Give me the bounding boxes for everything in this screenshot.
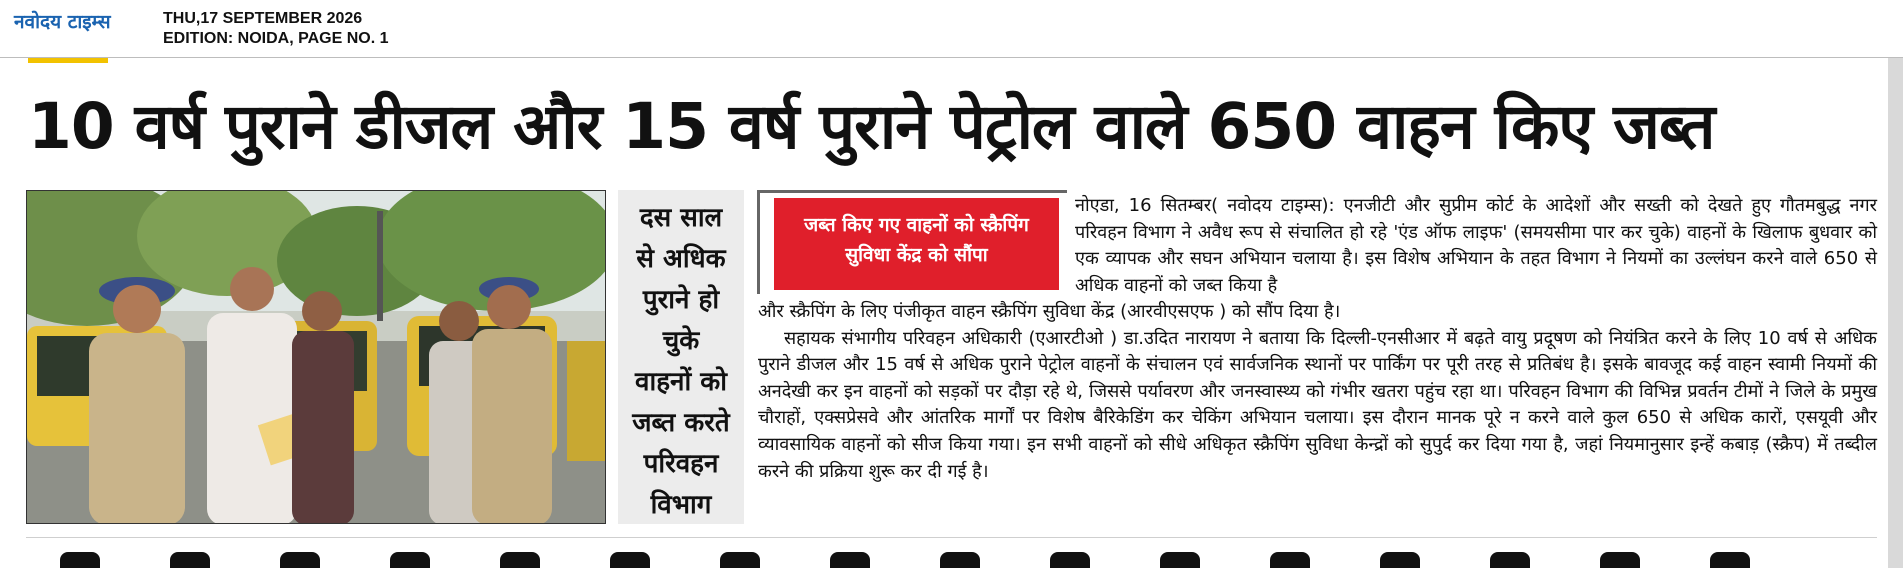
sidebar-subheading [618,190,744,524]
article-headline: 10 वर्ष पुराने डीजल और 15 वर्ष पुराने पेट्रोल वाले 650 वाहन किए जब्त [28,90,1715,163]
subhead-line: विभाग [650,490,712,520]
section-divider [26,537,1877,538]
callout-box [774,198,1059,290]
subhead-line: पुराने हो [642,285,720,315]
paragraph-1-end: और स्क्रैपिंग के लिए पंजीकृत वाहन स्क्रैपिंग सुविधा केंद्र (आरवीएसएफ ) को सौंप दिया है। [758,301,1341,322]
subhead-line: जब्त करते [632,408,730,438]
callout-line: जब्त किए गए वाहनों को स्क्रैपिंग [804,214,1029,236]
subhead-line: दस साल [639,203,723,233]
top-bar [0,0,1903,58]
paragraph-2-text: सहायक संभागीय परिवहन अधिकारी (एआरटीओ ) डा.उदित नारायण ने बताया कि दिल्ली-एनसीआर में बढ़ते वायु प्रदूषण को नियंत्रित करने के लिए 10 वर्ष से अधिक पुराने डीजल और 15 वर्ष से अधिक पुराने पेट्रोल वाहनों के संचालन एवं सार्वजनिक स्थानों पर पार्किंग पर पूरी तरह से प्रतिबंध है। इसके बावजूद कई वाहन स्वामी नियमों की अनदेखी कर इन वाहनों को सड़कों पर दौड़ा रहे थे, जिससे पर्यावरण और जनस्वास्थ्य को गंभीर खतरा पहुंच रहा था। परिवहन विभाग की विभिन्न प्रवर्तन टीमों ने जिले के प्रमुख चौराहों, एक्सप्रेसवे और आंतरिक मार्गों पर विशेष बैरिकेडिंग कर चेकिंग अभियान चलाया। इस दौरान मानक पूरे न करने वाले कुल 650 से अधिक कारों, एसयूवी और व्यावसायिक वाहनों को सीज किया गया। इन सभी वाहनों को सीधे अधिकृत स्क्रैपिंग सुविधा केन्द्रों को सुपुर्द कर दिया गया है, जहां नियमानुसार इन्हें कबाड़ (स्क्रैप) में तब्दील करने की प्रक्रिया शुरू कर दी गई है। [758,327,1877,482]
newspaper-logo[interactable]: नवोदय टाइम्स [14,11,111,33]
next-headline-cutoff [60,552,1840,568]
accent-strip [28,58,108,63]
callout-line: सुविधा केंद्र को सौंपा [845,244,988,266]
subhead-line: चुके [662,326,700,356]
page-gutter [1888,58,1903,568]
edition-label: EDITION: NOIDA, PAGE NO. 1 [163,30,389,47]
news-photo [26,190,606,524]
subhead-line: परिवहन [643,449,719,479]
edition-info [163,9,389,49]
article-paragraph-2 [758,299,1877,485]
subhead-line: वाहनों को [635,367,727,397]
issue-date: THU,17 SEPTEMBER 2026 [163,10,363,27]
article-paragraph-1: नोएडा, 16 सितम्बर( नवोदय टाइम्स): एनजीटी और सुप्रीम कोर्ट के आदेशों और सख्ती को देखते हुए गौतमबुद्ध नगर परिवहन विभाग ने अवैध रूप से संचालित हो रहे 'एंड ऑफ लाइफ' (समयसीमा पार कर चुके) वाहनों के खिलाफ बुधवार को एक व्यापक और सघन अभियान चलाया है। इस विशेष अभियान के तहत विभाग ने नियमों का उल्लंघन करने वाले 650 से अधिक वाहनों को जब्त किया है [1075,195,1877,296]
subhead-line: से अधिक [636,244,726,274]
